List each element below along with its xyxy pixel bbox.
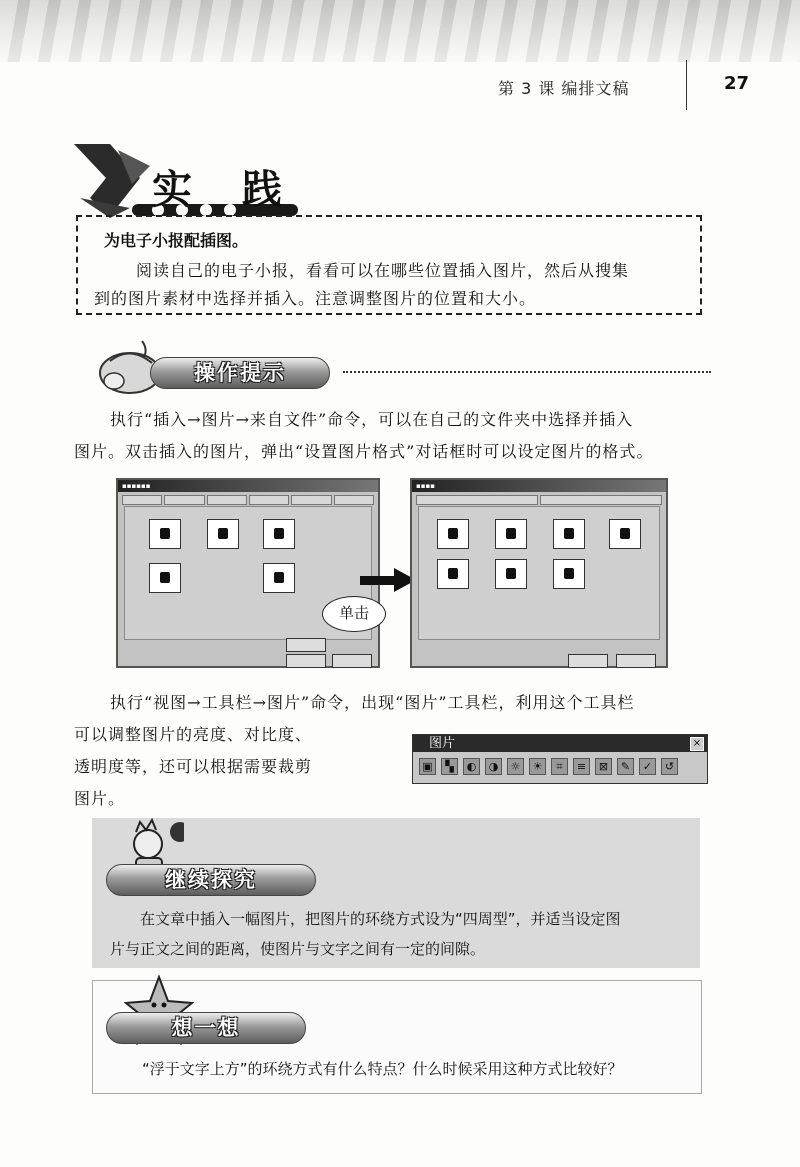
line-style-icon[interactable]: ≡ — [573, 758, 590, 775]
wrap-topbottom-icon[interactable] — [609, 519, 641, 549]
tips-line: 执行“插入→图片→来自文件”命令，可以在自己的文件夹中选择并插入 — [110, 410, 634, 429]
reset-icon[interactable]: ↺ — [661, 758, 678, 775]
wrap-front-icon[interactable] — [495, 559, 527, 589]
explore-banner: 继续探究 — [106, 864, 316, 896]
picture-icon[interactable]: ▣ — [419, 758, 436, 775]
tips-line: 执行“视图→工具栏→图片”命令，出现“图片”工具栏，利用这个工具栏 — [110, 693, 635, 712]
practice-box — [76, 215, 702, 315]
dialog-tabs — [122, 495, 374, 505]
wrap-tight-icon[interactable] — [495, 519, 527, 549]
tips-line: 透明度等，还可以根据需要裁剪 — [74, 757, 313, 776]
picture-toolbar — [412, 734, 708, 784]
arrow-right-icon — [358, 566, 418, 594]
wrap-edit-icon[interactable] — [553, 559, 585, 589]
advanced-button[interactable] — [286, 638, 326, 652]
think-banner: 想一想 — [106, 1012, 306, 1044]
wrap-tight-icon[interactable] — [263, 519, 295, 549]
task-line: 阅读自己的电子小报，看看可以在哪些位置插入图片，然后从搜集 — [136, 261, 630, 280]
toolbar-title: 图片 — [413, 735, 707, 752]
click-callout: 单击 — [322, 596, 386, 632]
dialog-titlebar: ▪▪▪▪ — [412, 480, 666, 492]
format-dialog-left — [116, 478, 380, 668]
format-dialog-right — [410, 478, 668, 668]
task-title: 为电子小报配插图。 — [104, 231, 249, 250]
practice-heading: 实 践 — [152, 166, 300, 213]
explore-line: 在文章中插入一幅图片，把图片的环绕方式设为“四周型”，并适当设定图 — [140, 910, 621, 928]
wrap-square-icon[interactable] — [207, 519, 239, 549]
cancel-button[interactable] — [332, 654, 372, 668]
contrast-up-icon[interactable]: ◐ — [463, 758, 480, 775]
explore-line: 片与正文之间的距离，使图片与文字之间有一定的间隙。 — [110, 940, 486, 958]
wrap-square-icon[interactable] — [437, 519, 469, 549]
dotted-leader — [343, 371, 711, 373]
brightness-down-icon[interactable]: ☀ — [529, 758, 546, 775]
tips-line: 可以调整图片的亮度、对比度、 — [74, 725, 313, 744]
ok-button[interactable] — [568, 654, 608, 668]
toolbar-icons — [419, 758, 678, 775]
wrap-through-icon[interactable] — [553, 519, 585, 549]
wrap-inline-icon[interactable] — [149, 519, 181, 549]
task-line: 到的图片素材中选择并插入。注意调整图片的位置和大小。 — [94, 289, 537, 308]
ok-button[interactable] — [286, 654, 326, 668]
cancel-button[interactable] — [616, 654, 656, 668]
tips-banner: 操作提示 — [150, 357, 330, 389]
dialog-tabs — [416, 495, 662, 505]
crop-icon[interactable]: ⌗ — [551, 758, 568, 775]
wrap-behind-icon[interactable] — [437, 559, 469, 589]
page-number: 27 — [724, 73, 750, 94]
color-icon[interactable]: ▚ — [441, 758, 458, 775]
wrap-front-icon[interactable] — [263, 563, 295, 593]
contrast-down-icon[interactable]: ◑ — [485, 758, 502, 775]
wrap-icon[interactable]: ⊠ — [595, 758, 612, 775]
format-icon[interactable]: ✎ — [617, 758, 634, 775]
tips-line: 图片。 — [74, 789, 126, 808]
header-band — [0, 0, 800, 62]
lesson-title: 第 3 课 编排文稿 — [498, 79, 630, 98]
close-icon[interactable]: × — [690, 737, 704, 751]
wrap-behind-icon[interactable] — [149, 563, 181, 593]
dialog-titlebar: ▪▪▪▪▪▪ — [118, 480, 378, 492]
tips-line: 图片。双击插入的图片，弹出“设置图片格式”对话框时可以设定图片的格式。 — [74, 442, 654, 461]
header-divider — [686, 60, 687, 110]
think-question: “浮于文字上方”的环绕方式有什么特点？什么时候采用这种方式比较好？ — [142, 1060, 623, 1078]
brightness-up-icon[interactable]: ☼ — [507, 758, 524, 775]
dialog-panel — [418, 506, 660, 640]
transparent-icon[interactable]: ✓ — [639, 758, 656, 775]
